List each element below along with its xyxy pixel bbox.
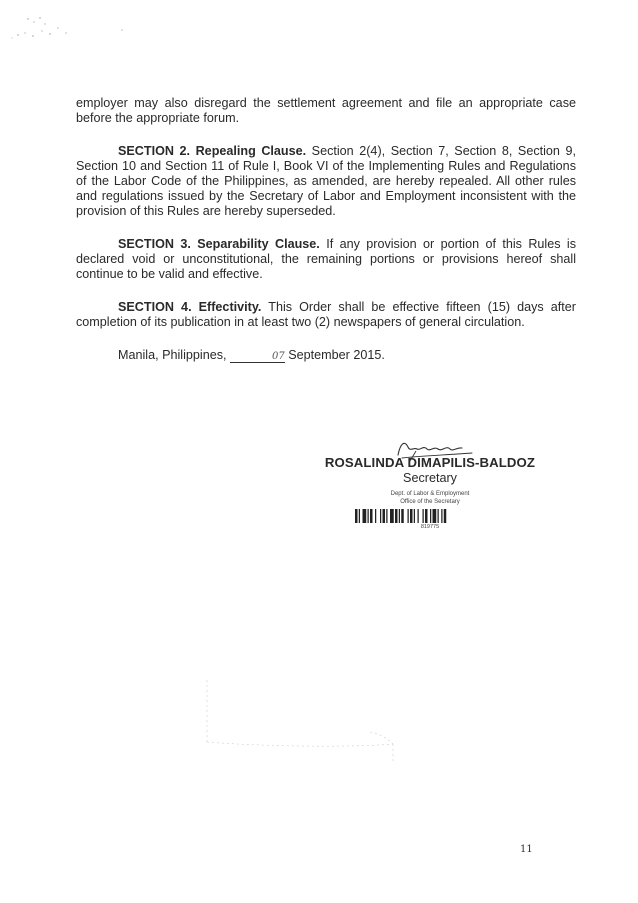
barcode-number: 819775 [420, 524, 440, 530]
signatory-name: ROSALINDA DIMAPILIS-BALDOZ [324, 455, 536, 470]
faint-scan-mark [195, 672, 405, 772]
section-2-body: Section 2(4), Section 7, Section 8, Section 9, Section 10 and Section 11 of Rule I, Book VI of the Implementing Rules and Regulations of the Labor Code of the Philippines, as amended, are hereby repealed. All other rules and regulations issued by the Secretary of Labor and Employment inconsistent with the provision of this Rules are hereby superseded. [76, 144, 576, 218]
date-prefix: Manila, Philippines, [118, 348, 231, 362]
section-3-body: If any provision or portion of this Rules is declared void or unconstitutional, the remaining portions or provisions hereof shall continue to be valid and effective. [76, 237, 577, 281]
barcode-graphic [355, 509, 505, 523]
scan-specks [0, 0, 140, 50]
document-body [76, 96, 576, 381]
section-3-paragraph [76, 237, 576, 282]
date-line [76, 348, 576, 363]
section-3-heading: SECTION 3. Separability Clause. [118, 237, 320, 251]
signatory-title: Secretary [403, 471, 457, 485]
section-2-paragraph [76, 144, 576, 219]
section-4-heading: SECTION 4. Effectivity. [118, 300, 262, 314]
date-day-handwritten: 07 [230, 351, 285, 363]
section-2-heading: SECTION 2. Repealing Clause. [118, 144, 307, 158]
date-suffix: September 2015. [284, 348, 385, 362]
page-number: 11 [520, 844, 533, 855]
stamp-department: Dept. of Labor & Employment [390, 491, 470, 497]
section-4-paragraph [76, 300, 576, 330]
stamp-office: Office of the Secretary [400, 499, 460, 505]
section-4-body: This Order shall be effective fifteen (15) days after completion of its publication in at least two (2) newspapers of general circulation. [76, 300, 576, 329]
paragraph-continuation: employer may also disregard the settlement agreement and file an appropriate case before the appropriate forum. [76, 96, 576, 125]
